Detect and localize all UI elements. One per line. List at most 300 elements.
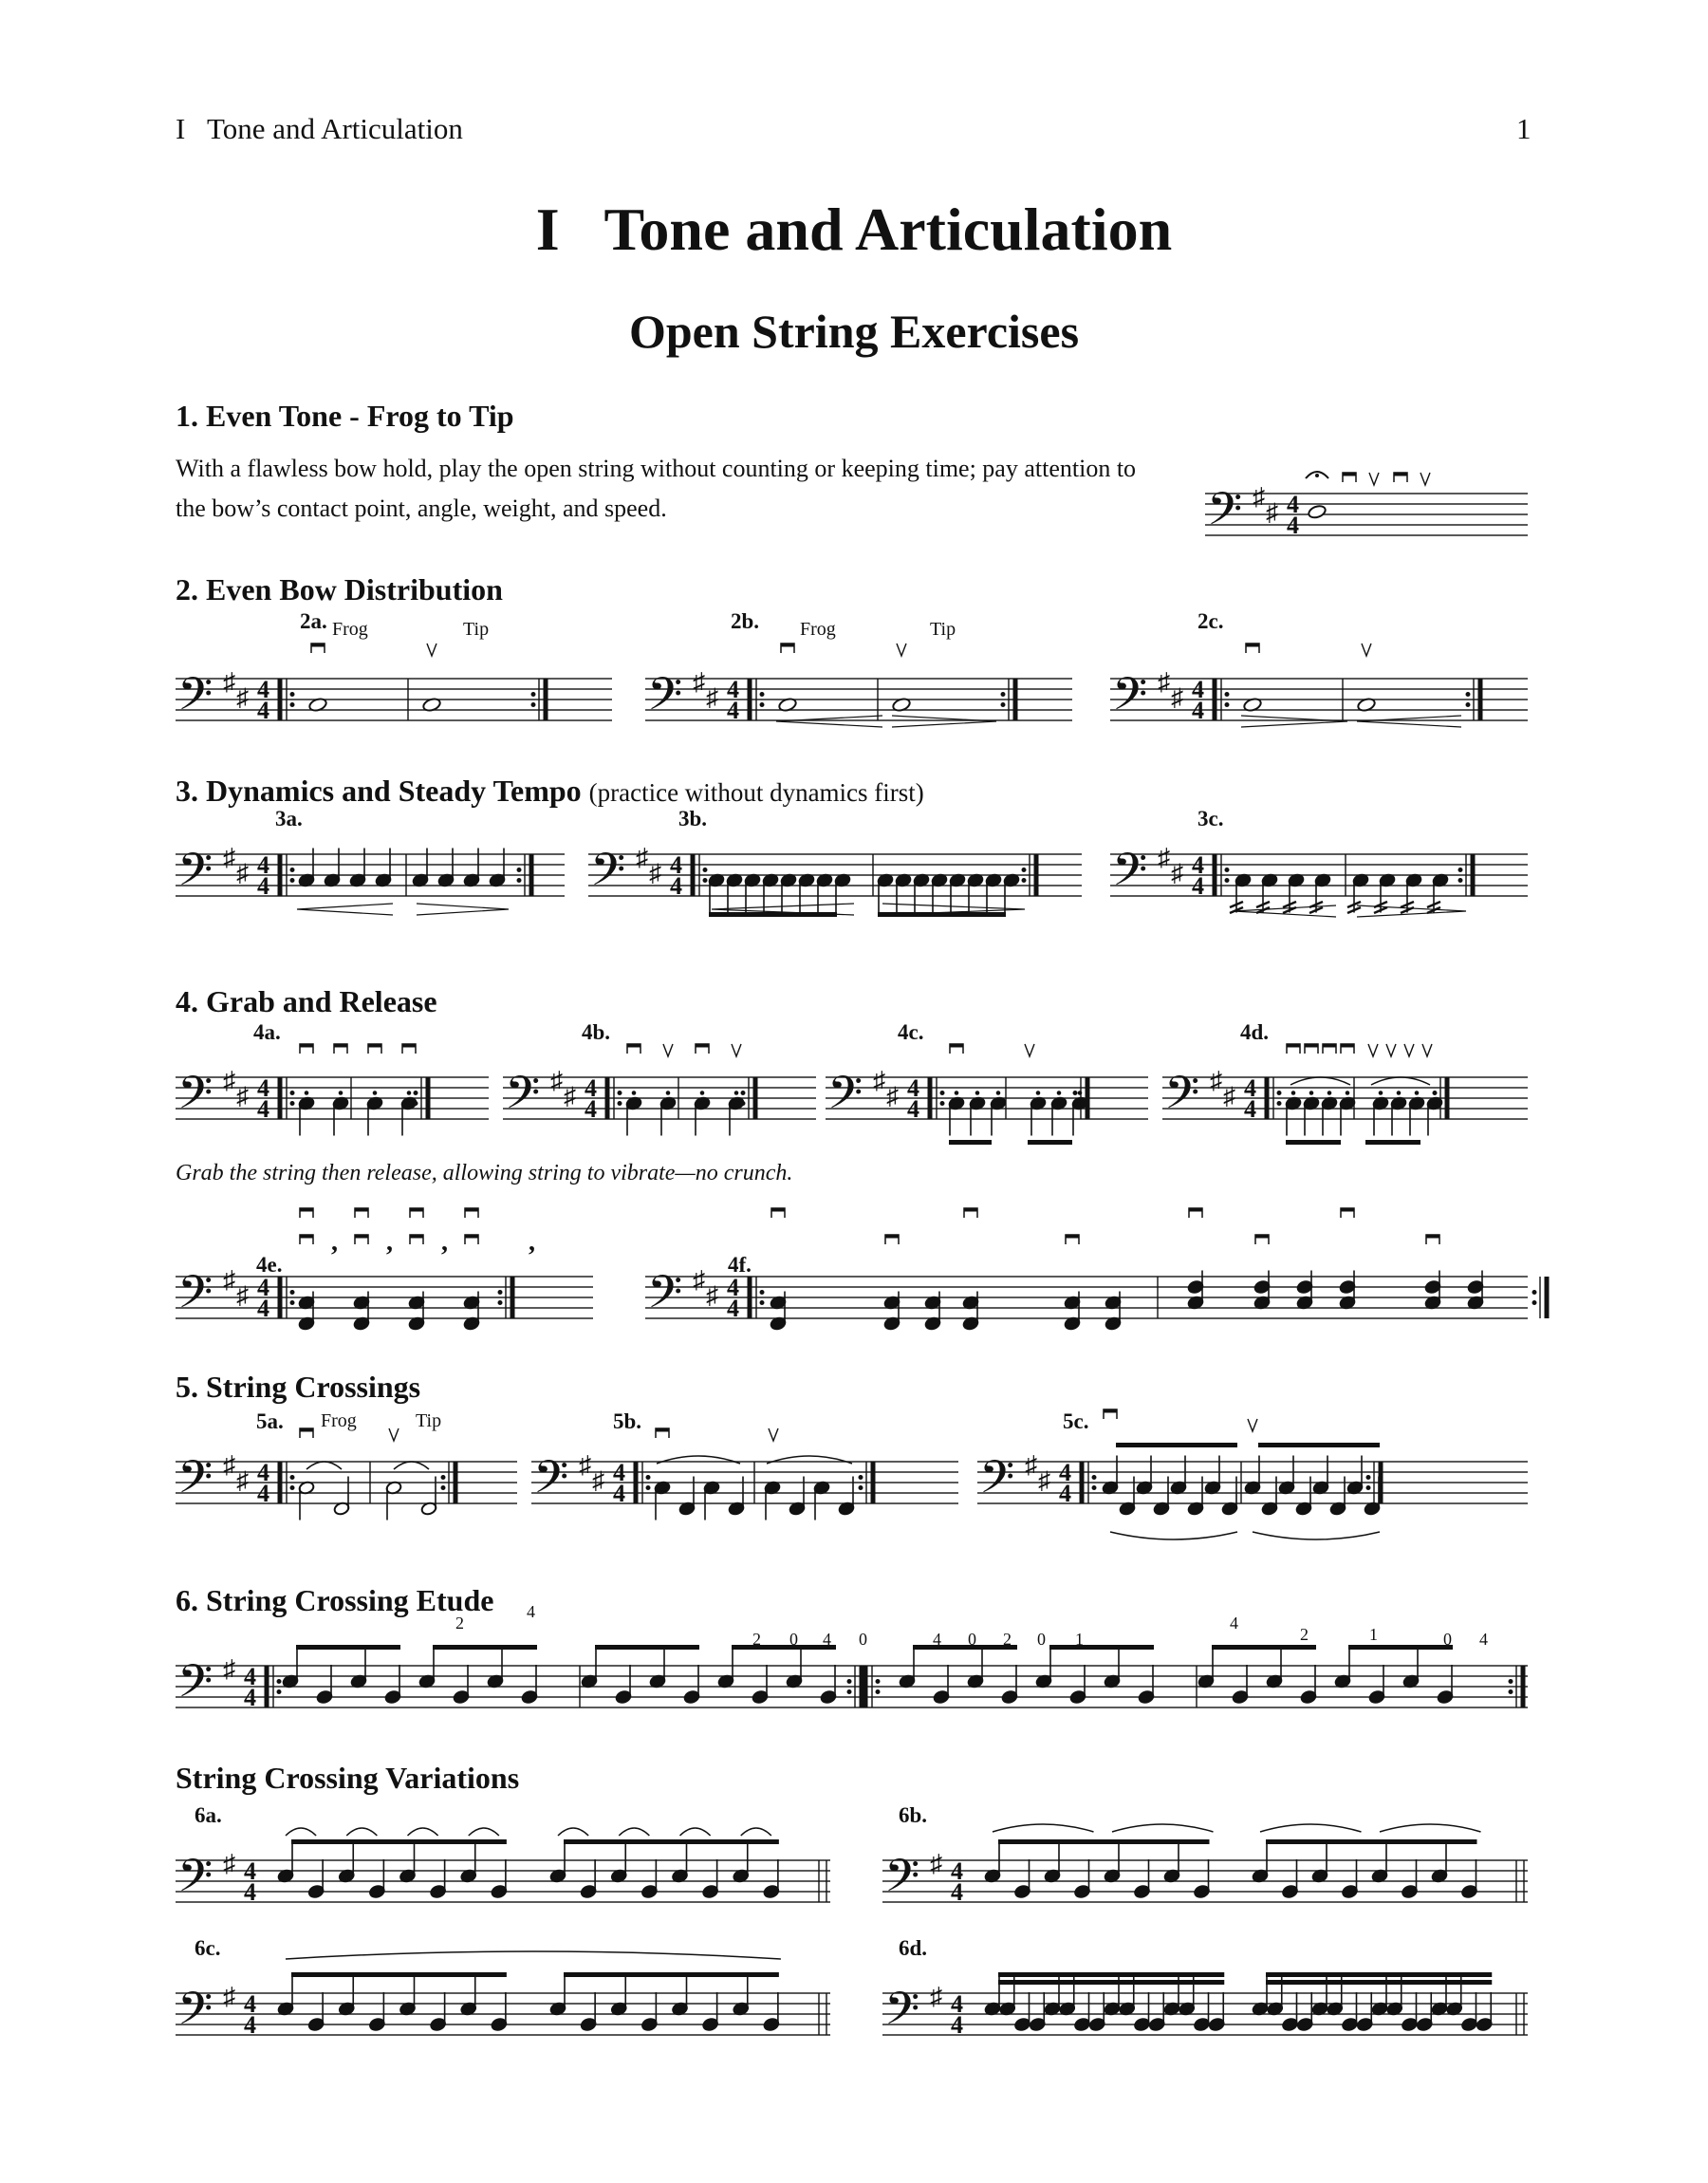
beam xyxy=(433,1645,537,1650)
down-bow-icon xyxy=(1255,1235,1269,1239)
breath-mark-icon: , xyxy=(529,1227,535,1257)
bass-clef-icon: 𝄢 xyxy=(177,1984,214,2045)
staff-exercise-4a xyxy=(176,1025,489,1148)
sharp-icon: ♯ xyxy=(592,1466,604,1495)
staccato-dot xyxy=(1036,1091,1041,1095)
repeat-dot xyxy=(703,878,708,883)
down-bow-icon xyxy=(465,1208,478,1212)
staccato-dot xyxy=(1327,1091,1332,1095)
label-3a: 3a. xyxy=(275,807,303,830)
beam xyxy=(1365,1140,1420,1145)
beam xyxy=(291,1839,507,1844)
down-bow-icon xyxy=(950,1044,963,1048)
down-bow-icon xyxy=(1394,473,1407,476)
staccato-dot xyxy=(632,1091,637,1095)
beam xyxy=(998,1839,1210,1844)
down-bow-icon xyxy=(355,1235,368,1239)
repeat-dot xyxy=(290,1475,295,1480)
repeat-dot xyxy=(290,1091,295,1095)
sharp-icon: ♯ xyxy=(579,1451,591,1479)
time-signature-denominator: 4 xyxy=(257,1480,269,1507)
sharp-icon: ♯ xyxy=(223,1850,235,1877)
repeat-dot xyxy=(290,1485,295,1490)
time-signature-denominator: 4 xyxy=(244,2011,256,2039)
slur xyxy=(346,1828,377,1836)
repeat-dot xyxy=(1277,1091,1282,1095)
repeat-dot xyxy=(1433,1101,1438,1106)
time-signature-denominator: 4 xyxy=(1287,512,1299,539)
staccato-dot xyxy=(1415,1091,1420,1095)
repeat-dot xyxy=(859,1475,863,1480)
sharp-icon: ♯ xyxy=(236,683,249,712)
repeat-dot xyxy=(1073,1091,1078,1095)
bass-clef-icon: 𝄢 xyxy=(177,845,214,906)
time-signature-numerator: 4 xyxy=(257,1274,269,1301)
time-signature-numerator: 4 xyxy=(951,1990,963,2018)
repeat-dot xyxy=(1022,878,1027,883)
variations-title: String Crossing Variations xyxy=(176,1761,520,1795)
repeat-dot xyxy=(498,1300,503,1305)
sharp-icon: ♯ xyxy=(223,1655,235,1683)
repeat-dot xyxy=(1366,1475,1371,1480)
bass-clef-icon: 𝄢 xyxy=(505,1068,541,1129)
sharp-icon: ♯ xyxy=(223,1067,235,1094)
staff-exercise-5b xyxy=(531,1409,958,1533)
label-3c: 3c. xyxy=(1197,807,1224,830)
down-bow-icon xyxy=(1287,1044,1300,1048)
repeat-dot xyxy=(1225,868,1230,872)
beam xyxy=(564,1839,779,1844)
time-signature-denominator: 4 xyxy=(951,1878,963,1906)
repeat-dot xyxy=(940,1101,945,1106)
repeat-dot xyxy=(1458,868,1463,872)
staff-exercise-4d xyxy=(1162,1025,1528,1148)
label-5a: 5a. xyxy=(256,1409,284,1433)
repeat-dot xyxy=(847,1689,852,1694)
time-signature-numerator: 4 xyxy=(907,1074,919,1102)
label-4a: 4a. xyxy=(253,1020,281,1044)
bass-clef-icon: 𝄢 xyxy=(177,1452,214,1514)
repeat-dot xyxy=(498,1290,503,1295)
down-bow-icon xyxy=(964,1208,977,1212)
time-signature-numerator: 4 xyxy=(244,1857,256,1885)
staff-exercise-4e xyxy=(176,1201,593,1353)
time-signature-denominator: 4 xyxy=(613,1480,625,1507)
staccato-dot xyxy=(407,1091,412,1095)
beam xyxy=(998,1972,1224,1977)
time-signature-numerator: 4 xyxy=(670,851,682,879)
page-number: 1 xyxy=(1516,112,1532,145)
up-bow-icon xyxy=(732,1044,741,1056)
beam xyxy=(1116,1443,1237,1447)
label-2c: 2c. xyxy=(1197,609,1224,633)
repeat-dot xyxy=(1225,702,1230,707)
sharp-icon: ♯ xyxy=(1158,844,1170,871)
fingering: 1 xyxy=(1369,1625,1378,1644)
repeat-dot xyxy=(290,868,295,872)
staff-variation-6c xyxy=(176,1955,830,2069)
label-4c: 4c. xyxy=(898,1020,924,1044)
breath-mark-icon: , xyxy=(331,1227,338,1257)
staff-exercise-3c xyxy=(1110,816,1528,940)
repeat-dot xyxy=(531,692,536,697)
fingering: 4 xyxy=(1479,1630,1488,1649)
slur xyxy=(469,1828,499,1836)
staff-exercise-1 xyxy=(1205,456,1528,546)
repeat-dot xyxy=(1225,692,1230,697)
staff-exercise-2c xyxy=(1110,607,1528,731)
sharp-icon: ♯ xyxy=(236,1281,249,1310)
label-4e: 4e. xyxy=(256,1253,283,1277)
section-1-title: 1. Even Tone - Frog to Tip xyxy=(176,399,514,433)
bass-clef-icon: 𝄢 xyxy=(177,669,214,731)
slur xyxy=(1371,1077,1430,1085)
down-bow-icon xyxy=(1426,1235,1439,1239)
up-bow-icon xyxy=(1248,1419,1257,1431)
time-signature-numerator: 4 xyxy=(613,1459,625,1486)
down-bow-icon xyxy=(781,644,794,647)
staccato-dot xyxy=(1291,1091,1296,1095)
label-6c: 6c. xyxy=(195,1936,221,1960)
bass-clef-icon: 𝄢 xyxy=(647,669,683,731)
repeat-dot xyxy=(760,702,765,707)
section-4-title: 4. Grab and Release xyxy=(176,984,437,1018)
sharp-icon: ♯ xyxy=(1025,1451,1037,1479)
staccato-dot xyxy=(666,1091,671,1095)
up-bow-icon xyxy=(1025,1044,1034,1056)
repeat-dot xyxy=(760,1300,765,1305)
bass-clef-icon: 𝄢 xyxy=(177,1068,214,1129)
fingering: 0 xyxy=(859,1630,867,1649)
down-bow-icon xyxy=(410,1235,423,1239)
fingering: 0 xyxy=(1443,1630,1452,1649)
beam xyxy=(1286,1140,1341,1145)
time-signature-numerator: 4 xyxy=(257,676,269,703)
label-2b: 2b. xyxy=(731,609,760,633)
fingering: 0 xyxy=(968,1630,976,1649)
label-3b: 3b. xyxy=(678,807,708,830)
staff-variation-6b xyxy=(882,1822,1528,1936)
repeat-dot xyxy=(517,868,522,872)
bass-clef-icon: 𝄢 xyxy=(177,1267,214,1329)
section-2-title: 2. Even Bow Distribution xyxy=(176,572,503,606)
slur xyxy=(286,1951,781,1959)
slur xyxy=(993,1824,1094,1832)
staff-etude-6 xyxy=(176,1614,1528,1737)
beam xyxy=(296,1645,400,1650)
bass-clef-icon: 𝄢 xyxy=(884,1851,920,1912)
down-bow-icon xyxy=(1323,1044,1336,1048)
repeat-dot xyxy=(290,1101,295,1106)
down-bow-icon xyxy=(885,1235,899,1239)
staccato-dot xyxy=(996,1091,1001,1095)
slur xyxy=(1112,1824,1214,1832)
staccato-dot xyxy=(1057,1091,1062,1095)
repeat-dot xyxy=(1001,702,1006,707)
sharp-icon: ♯ xyxy=(1171,859,1183,887)
slur xyxy=(680,1828,711,1836)
down-bow-icon xyxy=(696,1044,709,1048)
sharp-icon: ♯ xyxy=(649,859,661,887)
staccato-dot xyxy=(1346,1091,1350,1095)
label-5c: 5c. xyxy=(1063,1409,1089,1433)
sharp-icon: ♯ xyxy=(693,668,705,696)
fermata-dot xyxy=(1315,474,1319,477)
time-signature-denominator: 4 xyxy=(257,872,269,900)
sharp-icon: ♯ xyxy=(236,1466,249,1495)
staccato-dot xyxy=(305,1091,309,1095)
slur xyxy=(286,1828,316,1836)
staccato-dot xyxy=(373,1091,378,1095)
repeat-dot xyxy=(940,1091,945,1095)
frog-label-2b: Frog xyxy=(800,619,836,640)
slur xyxy=(1380,1824,1481,1832)
repeat-dot xyxy=(290,1300,295,1305)
time-signature-numerator: 4 xyxy=(244,1990,256,2018)
down-bow-icon xyxy=(1104,1409,1117,1413)
section-3-title: 3. Dynamics and Steady Tempo (practice without dynamics first) xyxy=(176,774,924,808)
up-bow-icon xyxy=(389,1428,399,1441)
repeat-dot xyxy=(847,1679,852,1684)
time-signature-denominator: 4 xyxy=(1192,872,1204,900)
bass-clef-icon: 𝄢 xyxy=(1207,484,1243,546)
time-signature-denominator: 4 xyxy=(670,872,682,900)
repeat-dot xyxy=(414,1091,418,1095)
label-4b: 4b. xyxy=(582,1020,611,1044)
label-5b: 5b. xyxy=(613,1409,642,1433)
bass-clef-icon: 𝄢 xyxy=(177,1656,214,1718)
repeat-dot xyxy=(1466,692,1471,697)
repeat-dot xyxy=(1073,1101,1078,1106)
repeat-dot xyxy=(290,702,295,707)
label-4d: 4d. xyxy=(1240,1020,1270,1044)
up-bow-icon xyxy=(1386,1044,1396,1056)
time-signature-numerator: 4 xyxy=(257,1074,269,1102)
beam xyxy=(564,1972,779,1977)
down-bow-icon xyxy=(1066,1235,1079,1239)
staff-exercise-2b xyxy=(645,607,1072,731)
section-4-instruction: Grab the string then release, allowing string to vibrate—no crunch. xyxy=(176,1161,793,1185)
beam xyxy=(949,1140,992,1145)
beam xyxy=(1049,1645,1154,1650)
running-header: I Tone and Articulation xyxy=(176,112,463,145)
breath-mark-icon: , xyxy=(386,1227,393,1257)
bass-clef-icon: 𝄢 xyxy=(979,1452,1015,1514)
breath-mark-icon: , xyxy=(441,1227,448,1257)
sharp-icon: ♯ xyxy=(236,859,249,887)
repeat-dot xyxy=(1466,702,1471,707)
time-signature-numerator: 4 xyxy=(244,1663,256,1690)
beam xyxy=(732,1645,836,1650)
sharp-icon: ♯ xyxy=(564,1082,576,1110)
time-signature-denominator: 4 xyxy=(727,1295,739,1322)
time-signature-denominator: 4 xyxy=(1059,1480,1071,1507)
frog-label-2a: Frog xyxy=(332,619,368,640)
crescendo-hairpin xyxy=(776,716,882,727)
decrescendo-hairpin xyxy=(417,904,509,915)
fingering: 2 xyxy=(1003,1630,1012,1649)
bass-clef-icon: 𝄢 xyxy=(884,1984,920,2045)
repeat-dot xyxy=(741,1101,746,1106)
staff-exercise-3a xyxy=(176,816,565,940)
repeat-dot xyxy=(1225,878,1230,883)
staccato-dot xyxy=(339,1091,343,1095)
repeat-dot xyxy=(1366,1485,1371,1490)
sharp-icon: ♯ xyxy=(1158,668,1170,696)
section-6-title: 6. String Crossing Etude xyxy=(176,1583,494,1617)
frog-label-5a: Frog xyxy=(321,1410,357,1431)
repeat-dot xyxy=(290,878,295,883)
slur xyxy=(619,1828,649,1836)
repeat-dot xyxy=(441,1485,446,1490)
sharp-icon: ♯ xyxy=(223,668,235,696)
staff-variation-6d xyxy=(882,1955,1528,2069)
sharp-icon: ♯ xyxy=(706,1281,718,1310)
bass-clef-icon: 𝄢 xyxy=(1112,845,1148,906)
down-bow-icon xyxy=(1343,473,1356,476)
down-bow-icon xyxy=(410,1208,423,1212)
repeat-dot xyxy=(859,1485,863,1490)
fingering: 4 xyxy=(1230,1614,1238,1633)
staccato-dot xyxy=(734,1091,739,1095)
label-6a: 6a. xyxy=(195,1803,222,1827)
staff-exercise-4b xyxy=(503,1025,816,1148)
slur xyxy=(657,1456,740,1464)
repeat-dot xyxy=(876,1679,881,1684)
sharp-icon: ♯ xyxy=(223,1266,235,1294)
staccato-dot xyxy=(975,1091,980,1095)
decrescendo-hairpin xyxy=(1241,716,1347,727)
chapter-title: I Tone and Articulation xyxy=(535,196,1173,263)
repeat-dot xyxy=(290,692,295,697)
fingering: 0 xyxy=(789,1630,798,1649)
tip-label-2b: Tip xyxy=(930,619,956,640)
time-signature-denominator: 4 xyxy=(1192,697,1204,724)
slur xyxy=(394,1462,429,1469)
bass-clef-icon: 𝄢 xyxy=(1112,669,1148,731)
beam xyxy=(1266,1980,1492,1985)
beam xyxy=(1028,1140,1072,1145)
section-3-note: (practice without dynamics first) xyxy=(588,778,924,807)
sharp-icon: ♯ xyxy=(873,1067,885,1094)
repeat-dot xyxy=(1509,1679,1513,1684)
down-bow-icon xyxy=(656,1428,669,1432)
beam xyxy=(291,1972,507,1977)
repeat-dot xyxy=(290,1290,295,1295)
bass-clef-icon: 𝄢 xyxy=(177,1851,214,1912)
sharp-icon: ♯ xyxy=(236,1082,249,1110)
staff-exercise-5c xyxy=(977,1409,1528,1552)
sharp-icon: ♯ xyxy=(1171,683,1183,712)
label-4f: 4f. xyxy=(728,1253,752,1277)
bass-clef-icon: 𝄢 xyxy=(647,1267,683,1329)
repeat-dot xyxy=(1509,1689,1513,1694)
staccato-dot xyxy=(1309,1091,1314,1095)
sharp-icon: ♯ xyxy=(223,844,235,871)
fingering: 2 xyxy=(455,1614,464,1633)
section-5-title: 5. String Crossings xyxy=(176,1370,421,1404)
fingering: 4 xyxy=(823,1630,831,1649)
sharp-icon: ♯ xyxy=(1038,1466,1050,1495)
time-signature-denominator: 4 xyxy=(257,1295,269,1322)
slur xyxy=(1253,1532,1380,1539)
sharp-icon: ♯ xyxy=(1210,1067,1222,1094)
slur xyxy=(408,1828,438,1836)
slur xyxy=(767,1456,852,1464)
time-signature-denominator: 4 xyxy=(585,1095,597,1123)
beam xyxy=(709,912,837,917)
decrescendo-hairpin xyxy=(892,716,996,727)
repeat-dot xyxy=(1092,1485,1097,1490)
sharp-icon: ♯ xyxy=(930,1983,942,2010)
sharp-icon: ♯ xyxy=(706,683,718,712)
repeat-dot xyxy=(646,1485,651,1490)
time-signature-denominator: 4 xyxy=(257,1095,269,1123)
repeat-dot xyxy=(741,1091,746,1095)
down-bow-icon xyxy=(300,1044,313,1048)
slur xyxy=(558,1828,588,1836)
down-bow-icon xyxy=(1189,1208,1202,1212)
sharp-icon: ♯ xyxy=(550,1067,563,1094)
down-bow-icon xyxy=(1246,644,1259,647)
time-signature-denominator: 4 xyxy=(727,697,739,724)
repeat-dot xyxy=(1001,692,1006,697)
sharp-icon: ♯ xyxy=(693,1266,705,1294)
sharp-icon: ♯ xyxy=(1223,1082,1235,1110)
time-signature-numerator: 4 xyxy=(1059,1459,1071,1486)
notehead xyxy=(1308,504,1327,519)
staccato-dot xyxy=(700,1091,705,1095)
repeat-dot xyxy=(517,878,522,883)
time-signature-numerator: 4 xyxy=(1192,851,1204,879)
fingering: 4 xyxy=(527,1602,535,1621)
down-bow-icon xyxy=(334,1044,347,1048)
beam xyxy=(1212,1645,1316,1650)
time-signature-denominator: 4 xyxy=(1244,1095,1256,1123)
time-signature-denominator: 4 xyxy=(907,1095,919,1123)
down-bow-icon xyxy=(627,1044,640,1048)
repeat-dot xyxy=(1022,868,1027,872)
time-signature-numerator: 4 xyxy=(951,1857,963,1885)
beam xyxy=(1266,1972,1492,1977)
time-signature-numerator: 4 xyxy=(727,1274,739,1301)
slur xyxy=(306,1462,342,1469)
repeat-dot xyxy=(1532,1290,1537,1295)
repeat-dot xyxy=(441,1475,446,1480)
label-6d: 6d. xyxy=(899,1936,928,1960)
repeat-dot xyxy=(1433,1091,1438,1095)
down-bow-icon xyxy=(402,1044,416,1048)
beam xyxy=(1348,1645,1453,1650)
beam xyxy=(998,1980,1224,1985)
repeat-dot xyxy=(1532,1300,1537,1305)
bass-clef-icon: 𝄢 xyxy=(533,1452,569,1514)
beam xyxy=(1266,1839,1477,1844)
repeat-dot xyxy=(760,692,765,697)
time-signature-numerator: 4 xyxy=(1192,676,1204,703)
bass-clef-icon: 𝄢 xyxy=(590,845,626,906)
beam xyxy=(1258,1443,1380,1447)
crescendo-hairpin xyxy=(1357,716,1461,727)
down-bow-icon xyxy=(465,1235,478,1239)
time-signature-denominator: 4 xyxy=(951,2011,963,2039)
up-bow-icon xyxy=(897,644,906,656)
sharp-icon: ♯ xyxy=(930,1850,942,1877)
repeat-dot xyxy=(1458,878,1463,883)
time-signature-numerator: 4 xyxy=(585,1074,597,1102)
fingering: 2 xyxy=(752,1630,761,1649)
beam xyxy=(595,1645,699,1650)
